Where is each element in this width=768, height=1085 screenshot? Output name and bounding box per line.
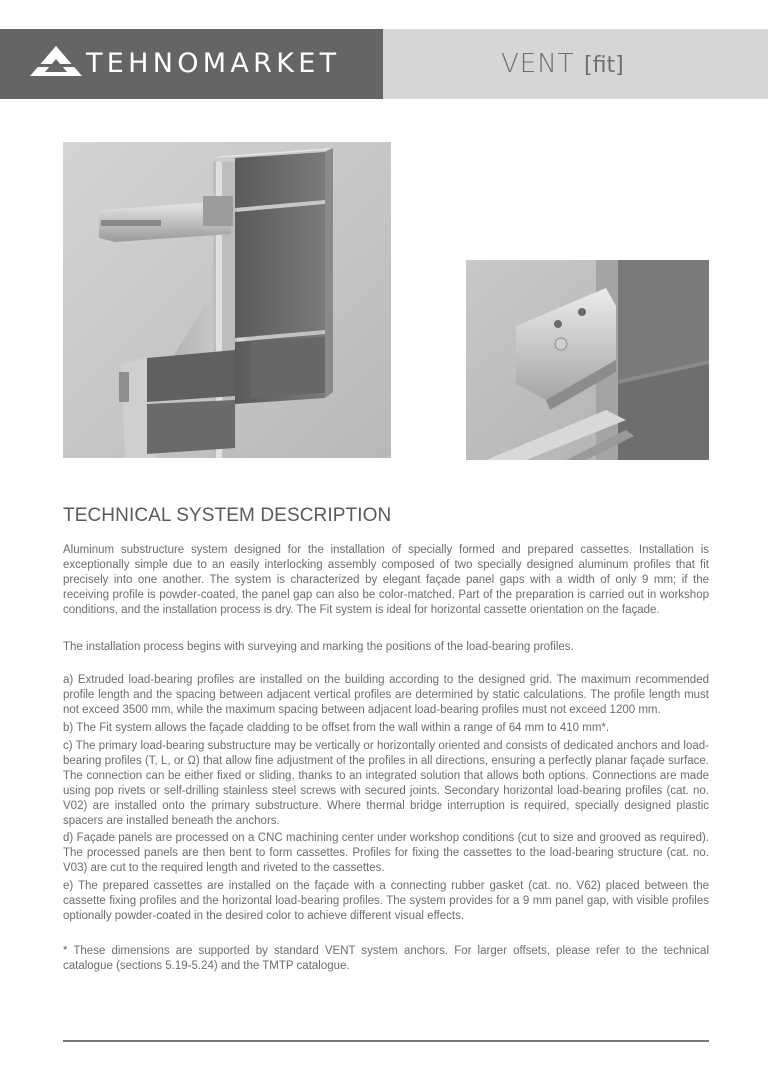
section-title: TECHNICAL SYSTEM DESCRIPTION (63, 505, 392, 526)
bracket-detail-image (466, 260, 709, 460)
step-b-paragraph: b) The Fit system allows the façade cladding to be offset from the wall within a range of 64 mm to 410 mm*. (63, 722, 610, 734)
product-suffix: [fit] (584, 53, 624, 78)
product-name: VENT (501, 49, 575, 79)
process-paragraph: The installation process begins with surveying and marking the positions of the load-bearing profiles. (63, 641, 574, 653)
step-a-paragraph: a) Extruded load-bearing profiles are installed on the building according to the designed grid. The maximum recommended profile length and the spacing between adjacent vertical profiles are determined by static calculations. The profile length must not exceed 3500 mm, while the maximum spacing between adjacent load-bearing profiles must not exceed 1200 mm. (63, 674, 709, 716)
tehnomarket-logo-icon (29, 45, 83, 77)
footnote: * These dimensions are supported by standard VENT system anchors. For larger offsets, please refer to the technical catalogue (sections 5.19-5.24) and the TMTP catalogue. (63, 945, 709, 972)
header-brand-bar (0, 29, 383, 99)
header-product-bar (383, 29, 768, 99)
step-e-paragraph: e) The prepared cassettes are installed on the façade with a connecting rubber gasket (cat. no. V62) placed between the cassette fixing profiles and the horizontal load-bearing profiles. The system provides for a 9 mm panel gap, with visible profiles optionally powder-coated in the desired color to achieve different visual effects. (63, 880, 709, 922)
intro-paragraph: Aluminum substructure system designed for the installation of specially formed and prepared cassettes. Installation is exceptionally simple due to an easily interlocking assembly composed of two specially designed aluminum profiles that fit precisely into one another. The system is characterized by elegant façade panel gaps with a width of only 9 mm; if the receiving profile is powder-coated, the panel gap can also be color-matched. Part of the preparation is carried out in workshop conditions, and the installation process is dry. The Fit system is ideal for horizontal cassette orientation on the façade. (63, 544, 709, 616)
footer-divider (63, 1040, 709, 1042)
facade-substructure-image (63, 142, 391, 458)
brand-name: TEHNOMARKET (86, 48, 341, 79)
step-c-paragraph: c) The primary load-bearing substructure may be vertically or horizontally oriented and consists of dedicated anchors and load-bearing profiles (T, L, or Ω) that allow fine adjustment of the profiles in all directions, ensuring a perfectly planar façade surface. The connection can be either fixed or sliding, thanks to an integrated solution that allows both options. Connections are made using pop rivets or self-drilling stainless steel screws with secured joints. Secondary horizontal load-bearing profiles (cat. no. V02) are installed onto the primary substructure. Where thermal bridge interruption is required, specially designed plastic spacers are installed beneath the anchors. (63, 740, 709, 827)
step-d-paragraph: d) Façade panels are processed on a CNC machining center under workshop conditions (cut to size and grooved as required). The processed panels are then bent to form cassettes. Profiles for fixing the cassettes to the load-bearing structure (cat. no. V03) are cut to the required length and riveted to the cassettes. (63, 832, 709, 874)
